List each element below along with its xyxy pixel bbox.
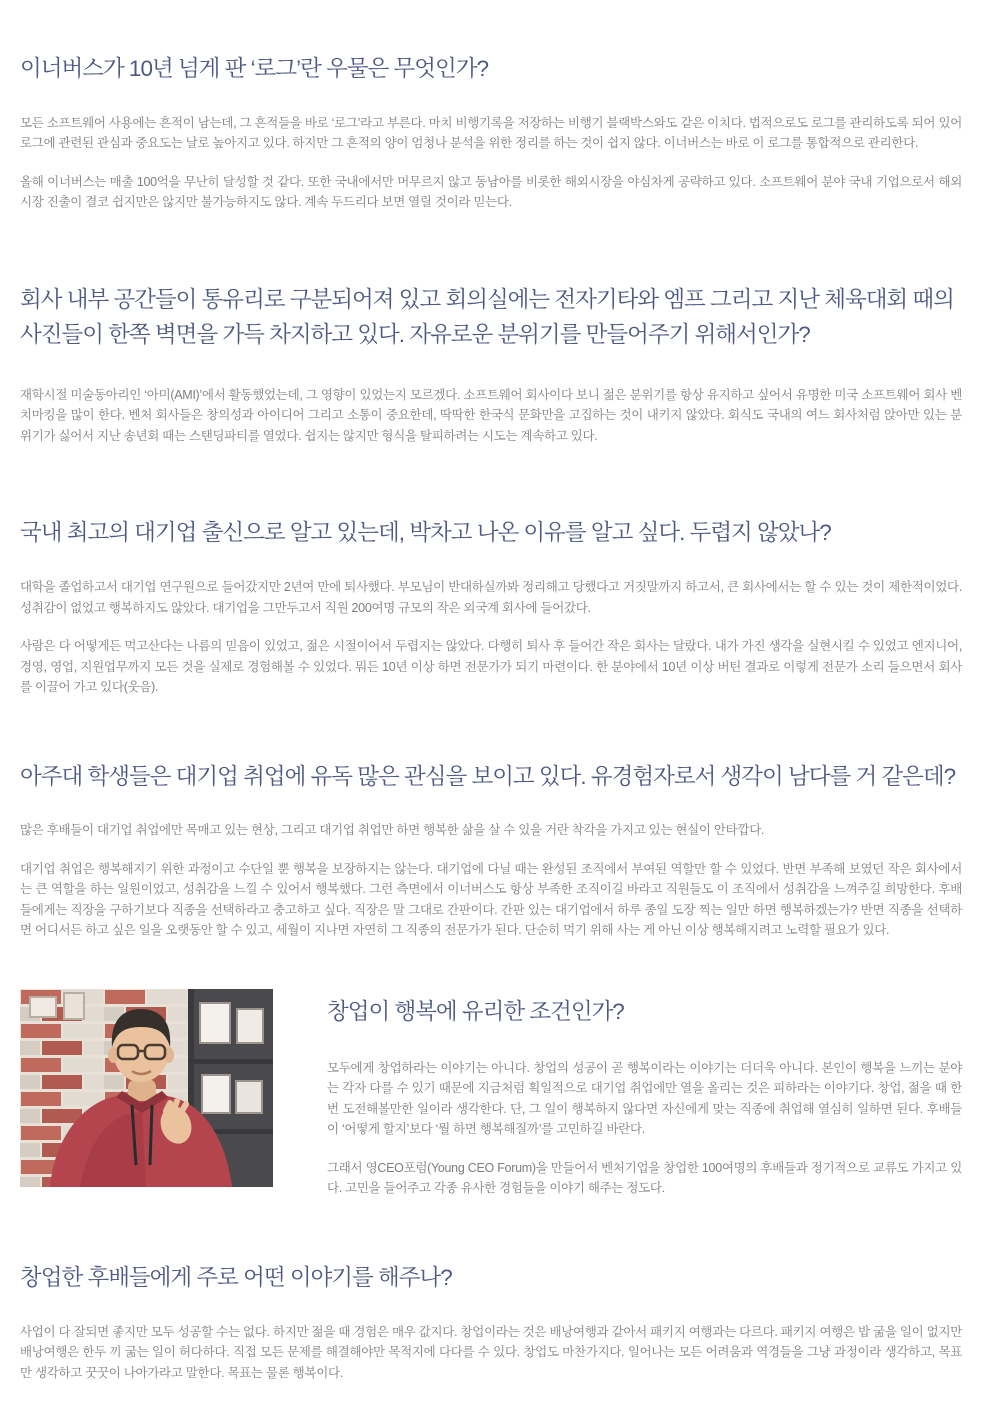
answer-paragraph: 모두에게 창업하라는 이야기는 아니다. 창업의 성공이 곧 행복이라는 이야기는 더더욱 아니다. 본인이 행복을 느끼는 분야는 각자 다를 수 있기 때문에 지금처럼 획일적으로 대기업 취업에만 열을 올리는 것은 피하라는 이야기다. 창업, 젊을 때 한번 도전해볼만한 일이라 생각한다. 단, 그 일이 행복하지 않다면 자신에게 맞는 직종에 취업해 열심히 일하면 된다. 후배들이 ‘어떻게 할지’보다 ‘뭘 하면 행복해질까’를 고민하길 바란다. [327, 1060, 962, 1137]
answer-paragraph: 그래서 영CEO포럼(Young CEO Forum)을 만들어서 벤처기업을 창업한 100여명의 후배들과 정기적으로 교류도 가지고 있다. 고민을 들어주고 각종 유사한 경험들을 이야기 해주는 정도다. [327, 1160, 962, 1196]
qa-section-bigcompany [20, 760, 962, 941]
question-heading: 창업이 행복에 유리한 조건인가? [327, 998, 624, 1024]
answer-paragraph: 재학시절 미술동아리인 ‘아미(AMI)’에서 활동했었는데, 그 영향이 있었는지 모르겠다. 소프트웨어 회사이다 보니 젊은 분위기를 항상 유지하고 싶어서 유명한 미국 소프트웨어 회사 벤치마킹을 많이 한다. 벤처 회사들은 창의성과 아이디어 그리고 소통이 중요한데, 딱딱한 한국식 문화만을 고집하는 것이 내키지 않았다. 회식도 국내의 여느 회사처럼 앉아만 있는 분위기가 싫어서 지난 송년회 때는 스탠딩파티를 열었다. 쉽지는 않지만 형식을 탈피하려는 시도는 계속하고 있다. [20, 387, 962, 443]
qa-section-advice [20, 1261, 962, 1383]
answer-paragraph: 대학을 졸업하고서 대기업 연구원으로 들어갔지만 2년여 만에 퇴사했다. 부모님이 반대하실까봐 정리해고 당했다고 거짓말까지 하고서, 큰 회사에서는 할 수 있는 것이 제한적이었다. 성취감이 없었고 행복하지도 않았다. 대기업을 그만두고서 직원 200여명 규모의 작은 외국계 회사에 들어갔다. [20, 580, 962, 615]
interviewee-photo [20, 989, 273, 1187]
qa-photo-text-column [327, 989, 962, 1199]
question-heading: 아주대 학생들은 대기업 취업에 유독 많은 관심을 보이고 있다. 유경험자로서 생각이 남다를 거 같은데? [20, 763, 956, 789]
interviewee-photo-illustration [20, 989, 273, 1187]
question-heading: 창업한 후배들에게 주로 어떤 이야기를 해주나? [20, 1264, 452, 1290]
question-heading: 국내 최고의 대기업 출신으로 알고 있는데, 박차고 나온 이유를 알고 싶다. 두렵지 않았나? [20, 520, 831, 546]
qa-section-career [20, 516, 962, 697]
question-heading: 회사 내부 공간들이 통유리로 구분되어져 있고 회의실에는 전자기타와 엠프 그리고 지난 체육대회 때의 사진들이 한쪽 벽면을 가득 차지하고 있다. 자유로운 분위기를 만들어주기 위해서인가? [20, 286, 954, 347]
answer-paragraph: 사람은 다 어떻게든 먹고산다는 나름의 믿음이 있었고, 젊은 시절이어서 두렵지는 않았다. 다행히 퇴사 후 들어간 작은 회사는 달랐다. 내가 가진 생각을 실현시킬 수 있었고 엔지니어, 경영, 영업, 지원업무까지 모든 것을 실제로 경험해볼 수 있었다. 뭐든 10년 이상 하면 전문가가 되기 마련이다. 한 분야에서 10년 이상 버틴 결과로 이렇게 전문가 소리 들으면서 회사를 이끌어 가고 있다(웃음). [20, 639, 962, 694]
answer-paragraph: 올해 이너버스는 매출 100억을 무난히 달성할 것 같다. 또한 국내에서만 머무르지 않고 동남아를 비롯한 해외시장을 야심차게 공략하고 있다. 소프트웨어 분야 국내 기업으로서 해외시장 진출이 결코 쉽지만은 않지만 불가능하지도 않다. 계속 두드리다 보면 열릴 것이라 믿는다. [20, 174, 962, 210]
answer-paragraph: 대기업 취업은 행복해지기 위한 과정이고 수단일 뿐 행복을 보장하지는 않는다. 대기업에 다닐 때는 완성된 조직에서 부여된 역할만 할 수 있었다. 반면 부족해 보였던 작은 회사에서는 큰 역할을 하는 일원이었고, 성취감을 느낄 수 있어서 행복했다. 그런 측면에서 이너버스도 항상 부족한 조직이길 바라고 직원들도 이 조직에서 성취감을 느껴주길 희망한다. 후배들에게는 직장을 구하기보다 직종을 선택하라고 충고하고 싶다. 직장은 말 그대로 간판이다. 간판 있는 대기업에서 하루 종일 도장 찍는 일만 하면 행복하겠는가? 반면 직종을 선택하면 어디서든 하고 싶은 일을 오랫동안 할 수 있고, 세월이 지나면 자연히 그 직종의 전문가가 된다. 단순히 먹기 위해 사는 게 아닌 이상 행복해지려고 노력할 필요가 있다. [20, 861, 962, 938]
answer-paragraph: 사업이 다 잘되면 좋지만 모두 성공할 수는 없다. 하지만 젊을 때 경험은 매우 값지다. 창업이라는 것은 배낭여행과 같아서 패키지 여행과는 다르다. 패키지 여행은 밥 굶을 일이 없지만 배낭여행은 한두 끼 굶는 일이 허다하다. 직접 모든 문제를 해결해야만 목적지에 다다를 수 있다. 창업도 마찬가지다. 일어나는 모든 어려움과 역경들을 그냥 과정이라 생각하고, 목표만 생각하고 꿋꿋이 나아가라고 말한다. 목표는 물론 행복이다. [20, 1324, 962, 1380]
answer-paragraph: 모든 소프트웨어 사용에는 흔적이 남는데, 그 흔적들을 바로 ‘로그’라고 부른다. 마치 비행기록을 저장하는 비행기 블랙박스와도 같은 이치다. 법적으로도 로그를 관리하도록 되어 있어 로그에 관련된 관심과 중요도는 날로 높아지고 있다. 하지만 그 흔적의 양이 엄청나 분석을 위한 정리를 하는 것이 쉽지 않다. 이너버스는 바로 이 로그를 통합적으로 관리한다. [20, 115, 962, 151]
qa-section-office [20, 283, 962, 446]
qa-section-log [20, 52, 962, 213]
question-heading: 이너버스가 10년 넘게 판 ‘로그’란 우물은 무엇인가? [20, 56, 489, 81]
answer-paragraph: 많은 후배들이 대기업 취업에만 목매고 있는 현상, 그리고 대기업 취업만 하면 행복한 삶을 살 수 있을 거란 착각을 가지고 있는 현실이 안타깝다. [20, 823, 765, 838]
qa-section-startup [20, 989, 962, 1199]
